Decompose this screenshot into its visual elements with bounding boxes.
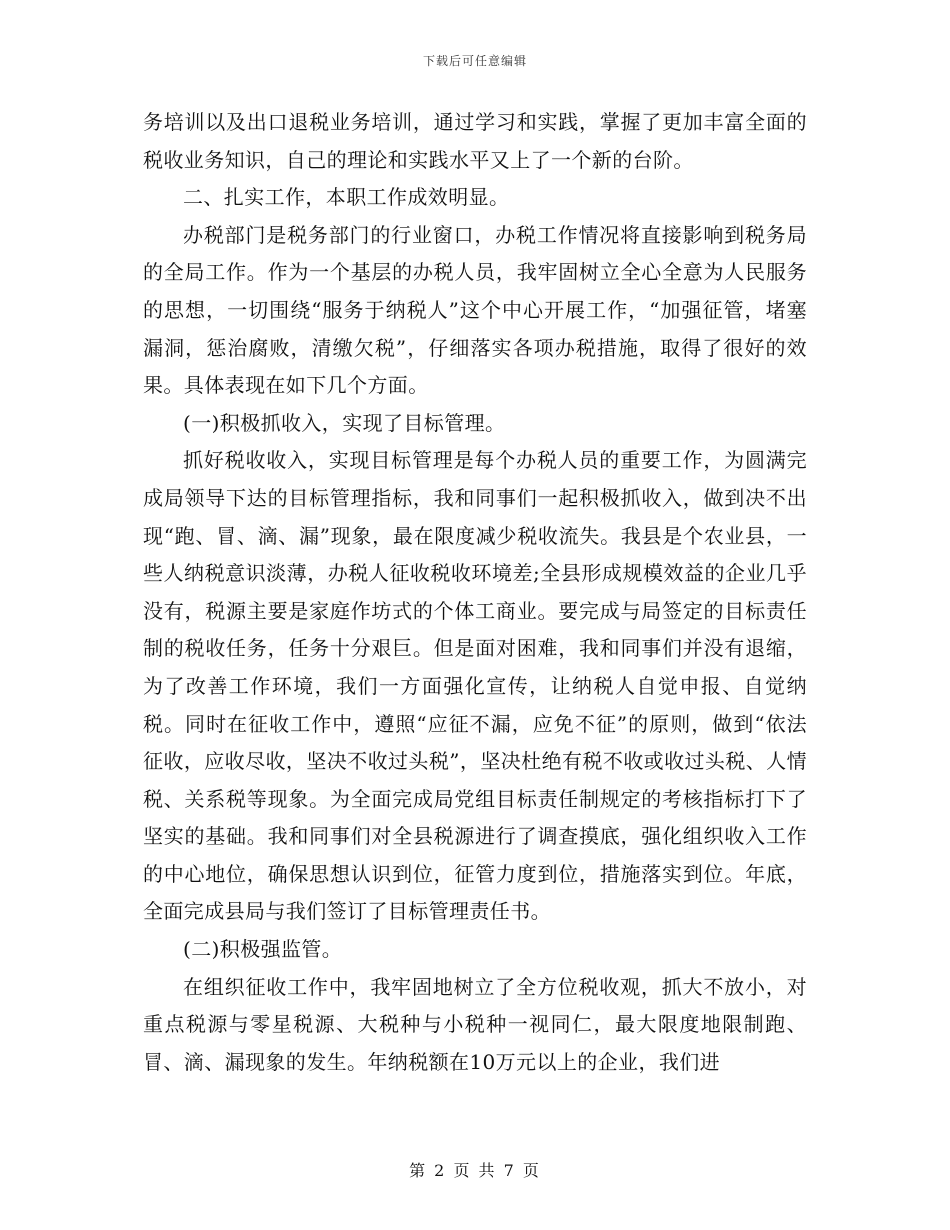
- paragraph: 在组织征收工作中，我牢固地树立了全方位税收观，抓大不放小，对重点税源与零星税源、大税种与小税种一视同仁，最大限度地限制跑、冒、滴、漏现象的发生。年纳税额在10万元以上的企业，我们进: [143, 974, 807, 1074]
- subsection-heading: (一)积极抓收入，实现了目标管理。: [183, 410, 506, 435]
- page-number: 第 2 页 共 7 页: [409, 1161, 541, 1180]
- page-header-note: 下载后可任意编辑: [422, 54, 527, 68]
- subsection-heading: (二)积极强监管。: [183, 937, 343, 962]
- paragraph: 抓好税收收入，实现目标管理是每个办税人员的重要工作，为圆满完成局领导下达的目标管理指标，我和同事们一起积极抓收入，做到决不出现“跑、冒、滴、漏”现象，最在限度减少税收流失。我县是个农业县，一些人纳税意识淡薄，办税人征收税收环境差;全县形成规模效益的企业几乎没有，税源主要是家庭作坊式的个体工商业。要完成与局签定的目标责任制的税收任务，任务十分艰巨。但是面对困难，我和同事们并没有退缩，为了改善工作环境，我们一方面强化宣传，让纳税人自觉申报、自觉纳税。同时在征收工作中，遵照“应征不漏，应免不征”的原则，做到“依法征收，应收尽收，坚决不收过头税”，坚决杜绝有税不收或收过头税、人情税、关系税等现象。为全面完成局党组目标责任制规定的考核指标打下了坚实的基础。我和同事们对全县税源进行了调查摸底，强化组织收入工作的中心地位，确保思想认识到位，征管力度到位，措施落实到位。年底，全面完成县局与我们签订了目标管理责任书。: [143, 448, 807, 924]
- document-body: [143, 104, 807, 1081]
- paragraph: 务培训以及出口退税业务培训，通过学习和实践，掌握了更加丰富全面的税收业务知识，自己的理论和实践水平又上了一个新的台阶。: [143, 110, 807, 172]
- paragraph: 办税部门是税务部门的行业窗口，办税工作情况将直接影响到税务局的全局工作。作为一个基层的办税人员，我牢固树立全心全意为人民服务的思想，一切围绕“服务于纳税人”这个中心开展工作，“加强征管，堵塞漏洞，惩治腐败，清缴欠税”，仔细落实各项办税措施，取得了很好的效果。具体表现在如下几个方面。: [143, 222, 807, 398]
- section-heading: 二、扎实工作，本职工作成效明显。: [183, 185, 510, 210]
